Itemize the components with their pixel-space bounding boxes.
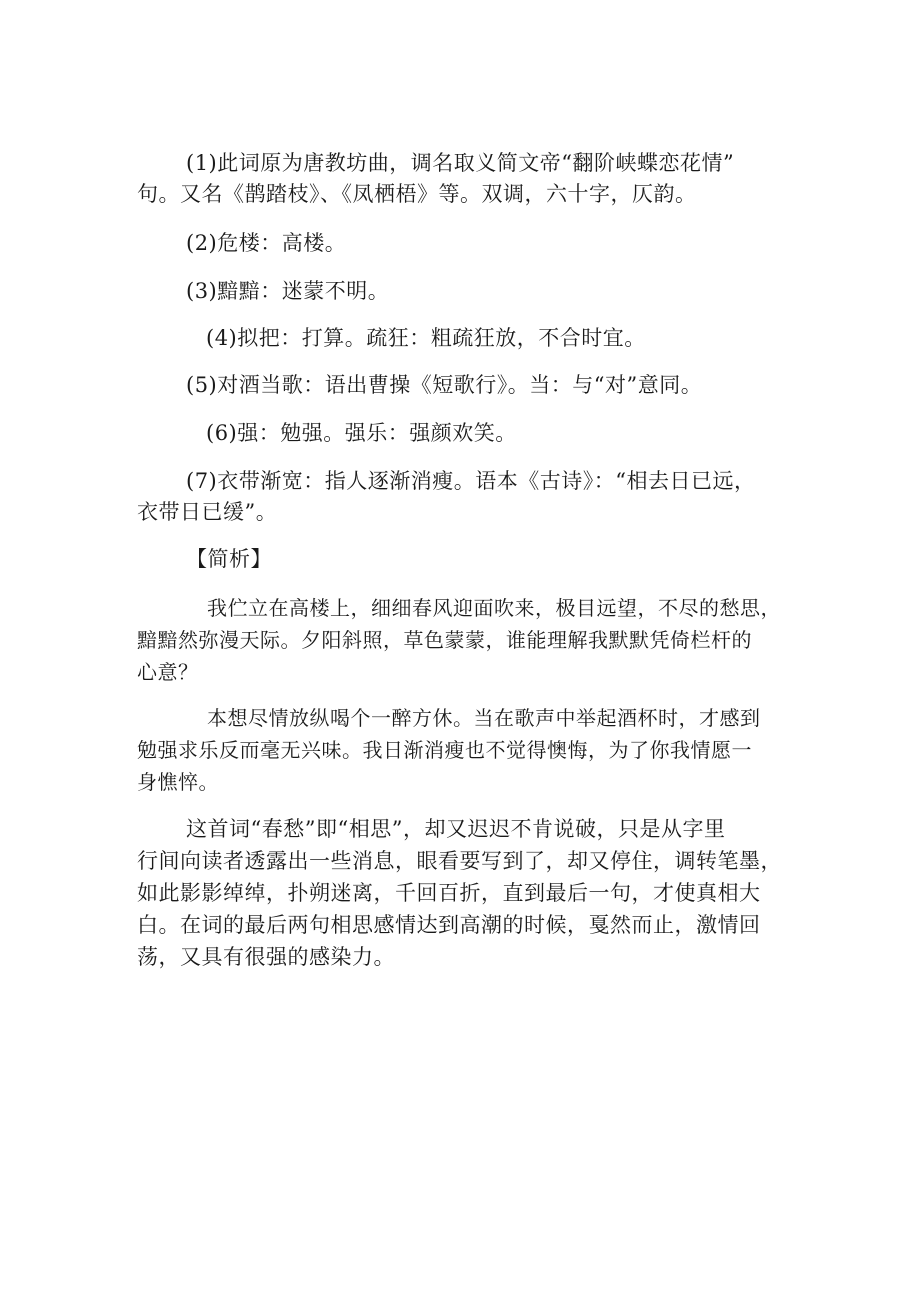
section-title: 【简析】: [186, 547, 272, 571]
note-7-line-2: 衣带日已缓”。: [137, 500, 278, 524]
note-1-line-1: [186, 148, 734, 178]
analysis-line-5: 荡，又具有很强的感染力。: [137, 945, 395, 969]
translation-p2-line-1: 本想尽情放纵喝个一醉方休。当在歌声中举起酒杯时，才感到: [207, 706, 761, 730]
note-number: (5): [186, 373, 218, 397]
note-number: (3): [186, 279, 218, 303]
note-number: (6): [206, 421, 238, 445]
note-text: 拟把：打算。疏狂：粗疏狂放，不合时宜。: [237, 326, 646, 350]
note-number: (1): [186, 151, 218, 175]
note-number: (2): [186, 231, 218, 255]
note-text: 强：勉强。强乐：强颜欢笑。: [237, 421, 517, 445]
note-text: 黯黯：迷蒙不明。: [217, 279, 390, 303]
note-number: (4): [206, 326, 238, 350]
note-5: [186, 370, 702, 400]
note-text: 对酒当歌：语出曹操《短歌行》。当：与“对”意同。: [217, 373, 703, 397]
translation-p2-line-3: 身憔悴。: [137, 770, 219, 794]
analysis-line-3: 如此影影绰绰，扑朔迷离，千回百折，直到最后一句，才使真相大: [137, 881, 761, 905]
analysis-line-4: 白。在词的最后两句相思感情达到高潮的时候，戛然而止，激情回: [137, 913, 761, 937]
translation-p2-line-2: 勉强求乐反而毫无兴味。我日渐消瘦也不觉得懊悔，为了你我情愿一: [137, 738, 752, 762]
note-number: (7): [186, 469, 218, 493]
note-4: [206, 323, 646, 353]
note-3: [186, 276, 389, 306]
analysis-line-1: 这首词“春愁”即“相思”，却又迟迟不肯说破，只是从字里: [186, 817, 726, 841]
note-7-line-1: [186, 466, 755, 496]
note-2: [186, 228, 346, 258]
translation-p1-line-2: 黯黯然弥漫天际。夕阳斜照，草色蒙蒙，谁能理解我默默凭倚栏杆的: [137, 628, 752, 652]
note-text: 此词原为唐教坊曲，调名取义简文帝“翻阶峡蝶恋花情”: [217, 151, 735, 175]
translation-p1-line-1: 我伫立在高楼上，细细春风迎面吹来，极目远望，不尽的愁思，: [207, 596, 781, 620]
note-text: 衣带渐宽：指人逐渐消瘦。语本《古诗》：“相去日已远，: [217, 469, 756, 493]
note-1-line-2: 句。又名《鹊踏枝》、《凤栖梧》等。双调，六十字，仄韵。: [137, 182, 697, 206]
note-6: [206, 418, 517, 448]
analysis-line-2: 行间向读者透露出一些消息，眼看要写到了，却又停住，调转笔墨，: [137, 849, 782, 873]
note-text: 危楼：高楼。: [217, 231, 347, 255]
translation-p1-line-3: 心意？: [137, 660, 199, 684]
